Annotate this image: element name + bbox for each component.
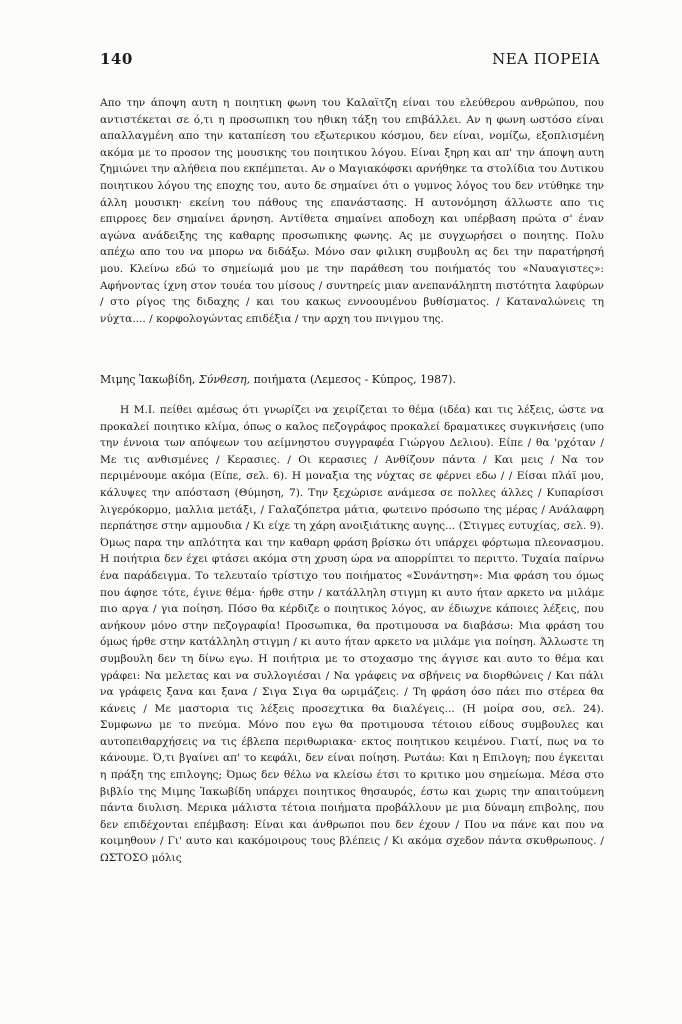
journal-title: ΝΕΑ ΠΟΡΕΙΑ <box>492 50 600 68</box>
review-author: Μιμης Ἰακωβίδη, <box>100 373 196 386</box>
running-head <box>100 50 600 72</box>
review-publication-info: ποιήματα (Λεμεσος - Κύπρος, 1987). <box>253 373 456 386</box>
review-heading <box>100 372 620 388</box>
body-paragraph-2: Η Μ.Ι. πείθει αμέσως ότι γνωρίζει να χειρίζεται το θέμα (ιδέα) και τις λέξεις, ώστε να προκαλεί ποιητικο κλίμα, όπως ο καλος πεζογράφος προκαλεί δραματικες συγκινήσεις (υπο την έννοια των απόψεων του αείμνηστου συγγραφέα Γιώργου Δελιου). Είπε / θα 'ρχόταν / Με τις ανθισμένες / Κερασιες. / Οι κερασιες / Ανθίζουν πάντα / Και μεις / Να τον περιμένουμε ακόμα (Είπε, σελ. 6). Η μοναξια της νύχτας σε φέρνει εδω / / Είσαι πλάϊ μου, κάλυψες την απόσταση (Θύμηση, 7). Την ξεχώρισε ανάμεσα σε πολλες άλλες / Κυπαρίσσι λιγερόκορμο, μαλλια μετάξι, / Γαλαζόπετρα μάτια, φωτεινο πρόσωπο της μέρας / Ανάλαφρη περπάτησε στην αμμουδια / Κι είχε τη χάρη ανοιξιάτικης αυγης... (Στιγμες ευτυχίας, σελ. 9). Όμως παρα την απλότητα και την καθαρη φράση βρίσκω ότι υπάρχει φόρτωμα πλεονασμου. Η ποιήτρια δεν έχει φτάσει ακόμα στη χρυση ώρα να απορρίπτει το περιττο. Τυχαία παίρνω ένα παράδειγμα. Το τελευταίο τρίστιχο του ποιήματος «Συνάντηση»: Μια φράση του όμως που άφησε τότε, έγινε θέμα· ήρθε στην / κατάλληλη στιγμη κι αυτο ήταν αρκετο να μιλάμε πιο αργα / για ποίηση. Πόσο θα κέρδιζε ο ποιητικος λόγος, αν έδιωχνε κάποιες λέξεις, που ανήκουν μόνο στην πεζογραφία! Προσωπικα, θα προτιμουσα να διαβάσω: Μια φράση του όμως ήρθε στην κατάλληλη στιγμη / κι αυτο ήταν αρκετο να μιλάμε για ποίηση. Άλλωστε τη συμβουλη δεν τη δίνω εγω. Η ποιήτρια με το στοχασμο της άγγισε και αυτο το θέμα και γράφει: Να μελετας και να συλλογιέσαι / Να γράφεις να σβήνεις να διορθώνεις / Και πάλι να γράφεις ξανα και ξανα / Σιγα Σιγα θα ωριμάζεις. / Τη φράση όσο πάει πιο στέρεα θα κάνεις / Με μαστορια τις λέξεις προσεχτικα θα διαλέγεις... (Η μοίρα σου, σελ. 24). Συμφωνω με το πνεύμα. Μόνο που εγω θα προτιμουσα τέτοιου είδους συμβουλες και αυτοπειθαρχήσεις να τις έβλεπα περιθωριακα· εκτος ποιητικου κειμένου. Γιατί, πως να το κάνουμε. Ό,τι βγαίνει απ' το κεφάλι, δεν είναι ποίηση. Ρωτάω: Και η Επιλογη; που έγκειται η πράξη της επιλογης; Όμως δεν θέλω να κλείσω έτσι το κριτικο μου σημείωμα. Μέσα στο βιβλίο της Μιμης Ἰακωβίδη υπάρχει ποιητικος θησαυρός, έστω και χωρις την απαιτούμενη πάντα διυλιση. Μερικα μάλιστα τέτοια ποιήματα προβάλλουν με μια δύναμη επιβολης, που δεν επιδέχονται επέμβαση: Είναι και άνθρωποι που δεν έχουν / Που να πάνε και που να κοιμηθουν / Γι' αυτο και κακόμοιρους τους βλέπεις / Κι ακόμα σχεδον πάντα σκυθρωπους. / ΩΣΤΟΣΟ μόλις <box>100 404 604 865</box>
body-paragraph-1: Απο την άποψη αυτη η ποιητικη φωνη του Καλαϊτζη είναι του ελεύθερου ανθρώπου, που αντιστέκεται σε ό,τι η προσωπικη του ηθικη τάξη του επιβάλλει. Αν η φωνη ωστόσο είναι απαλλαγμένη απο την καταπίεση του εξωτερικου κόσμου, δεν είναι, νομίζω, εξοπλισμένη ακόμα με το προσον της μουσικης του ποιητικου λόγου. Είναι ξηρη και απ' την άποψη αυτη ζημιώνει την αλήθεια που εκπέμπεται. Αν ο Μαγιακόφσκι αρνήθηκε τα στολίδια του Δυτικου ποιητικου λόγου της εποχης του, αυτο δε σημαίνει ότι ο γυμνος λόγος του δεν ντύθηκε την άλλη μουσικη· εκείνη του πάθους της επανάστασης. Η αυτονόμηση άλλωστε απο τις επιρροες δεν σημαίνει άρνηση. Αντίθετα σημαίνει αποδοχη και υπέρβαση πρώτα σ' έναν αγώνα ανάδειξης της καθαρης προσωπικης φωνης. Ας με συγχωρήσει ο ποιητης. Πολυ απέχω απο του να μπορω να διδάξω. Μόνο σαν φιλικη συμβουλη ας δει την παρατήρησή μου. Κλείνω εδώ το σημείωμά μου με την παράθεση του ποιήματός του «Ναυαγιστες»: Αφήνοντας ίχνη στον τουέα του μίσους / συντηρείς μιαν ανεπανάληπτη πιστότητα λαφύρων / στο ρίγος της διδαχης / και του κακως εννοουμένου βυθίσματος. / Καταναλώνεις τη νύχτα.... / κορφολογώντας επιδέξια / την αρχη του πνιγμου της. <box>100 97 604 325</box>
page-number: 140 <box>100 50 133 68</box>
review-book-title: Σύνθεση, <box>198 373 251 386</box>
